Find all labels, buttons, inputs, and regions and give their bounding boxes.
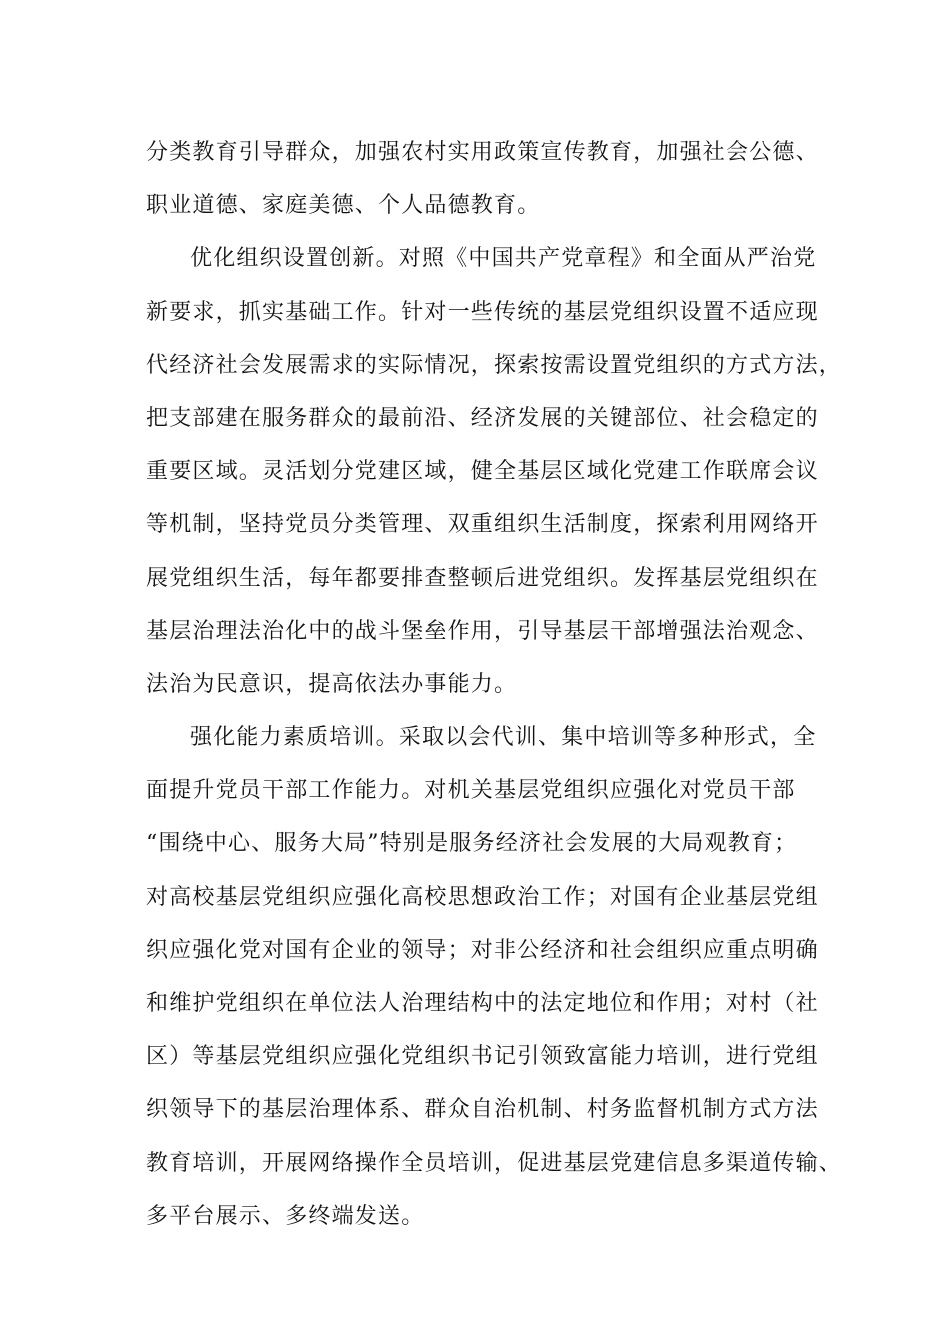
paragraph-start-line: 优化组织设置创新。对照《中国共产党章程》和全面从严治党 [190, 246, 817, 272]
body-text [146, 126, 843, 1243]
text-line: 代经济社会发展需求的实际情况，探索按需设置党组织的方式方法， [146, 352, 843, 378]
text-line: 新要求，抓实基础工作。针对一些传统的基层党组织设置不适应现 [146, 299, 819, 325]
text-line: 多平台展示、多终端发送。 [146, 1203, 425, 1229]
text-line: 区）等基层党组织应强化党组织书记引领致富能力培训，进行党组 [146, 1044, 819, 1070]
text-line: 等机制，坚持党员分类管理、双重组织生活制度，探索利用网络开 [146, 512, 819, 538]
text-line: 和维护党组织在单位法人治理结构中的法定地位和作用；对村（社 [146, 991, 819, 1016]
text-line: 基层治理法治化中的战斗堡垒作用，引导基层干部增强法治观念、 [146, 618, 819, 644]
text-line: “围绕中心、服务大局”特别是服务经济社会发展的大局观教育； [146, 831, 798, 857]
text-line: 法治为民意识，提高依法办事能力。 [146, 671, 518, 697]
text-line: 教育培训，开展网络操作全员培训，促进基层党建信息多渠道传输、 [146, 1150, 843, 1176]
text-line: 对高校基层党组织应强化高校思想政治工作；对国有企业基层党组 [146, 884, 819, 910]
text-line: 职业道德、家庭美德、个人品德教育。 [146, 193, 541, 219]
paragraph-start-line: 强化能力素质培训。采取以会代训、集中培训等多种形式，全 [190, 725, 817, 751]
text-line: 织应强化党对国有企业的领导；对非公经济和社会组织应重点明确 [146, 937, 819, 963]
text-line: 把支部建在服务群众的最前沿、经济发展的关键部位、社会稳定的 [146, 405, 819, 431]
text-line: 重要区域。灵活划分党建区域，健全基层区域化党建工作联席会议 [146, 459, 819, 485]
text-line: 展党组织生活，每年都要排查整顿后进党组织。发挥基层党组织在 [146, 565, 819, 591]
text-line: 织领导下的基层治理体系、群众自治机制、村务监督机制方式方法 [146, 1097, 819, 1123]
text-line: 面提升党员干部工作能力。对机关基层党组织应强化对党员干部 [146, 778, 796, 804]
text-line: 分类教育引导群众，加强农村实用政策宣传教育，加强社会公德、 [146, 140, 819, 165]
